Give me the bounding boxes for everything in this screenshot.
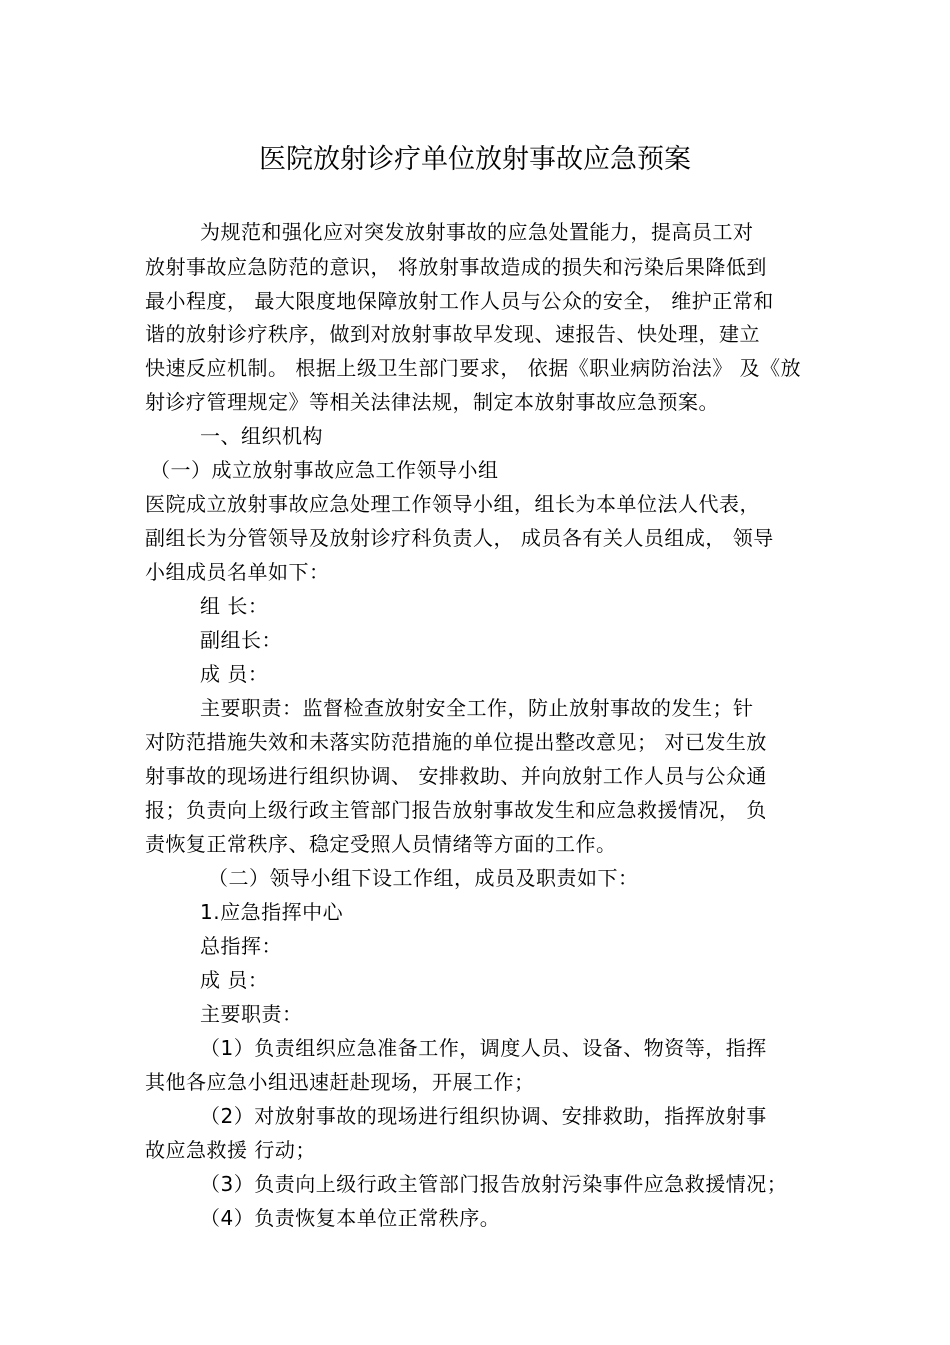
paragraph-line: 最小程度， 最大限度地保障放射工作人员与公众的安全， 维护正常和	[145, 289, 774, 313]
paragraph-line: 责恢复正常秩序、稳定受照人员情绪等方面的工作。	[145, 832, 617, 856]
paragraph-line: 副组长为分管领导及放射诊疗科负责人， 成员各有关人员组成， 领导	[145, 526, 774, 550]
paragraph-line: 对防范措施失效和未落实防范措施的单位提出整改意见； 对已发生放	[145, 730, 767, 754]
duty-item-line: 故应急救援 行动；	[145, 1138, 316, 1162]
paragraph-line: 主要职责：监督检查放射安全工作，防止放射事故的发生；针	[200, 696, 754, 720]
duty-item-line: （4）负责恢复本单位正常秩序。	[200, 1206, 501, 1230]
deputy-leader-line: 副组长：	[200, 628, 282, 652]
duties-heading: 主要职责：	[200, 1002, 303, 1026]
duty-item-line: （1）负责组织应急准备工作，调度人员、设备、物资等，指挥	[200, 1036, 767, 1060]
duty-item-line: （3）负责向上级行政主管部门报告放射污染事件应急救援情况；	[200, 1172, 788, 1196]
duty-item-line: 其他各应急小组迅速赶赴现场，开展工作；	[145, 1070, 535, 1094]
paragraph-line: 医院成立放射事故应急处理工作领导小组，组长为本单位法人代表，	[145, 492, 760, 516]
paragraph-line: 放射事故应急防范的意识， 将放射事故造成的损失和污染后果降低到	[145, 255, 767, 279]
group-leader-line: 组 长：	[200, 594, 269, 618]
paragraph-line: 小组成员名单如下：	[145, 560, 330, 584]
subsection-heading: （一）成立放射事故应急工作领导小组	[150, 458, 499, 482]
paragraph-line: 为规范和强化应对突发放射事故的应急处置能力，提高员工对	[200, 220, 754, 244]
subsection-heading: （二）领导小组下设工作组，成员及职责如下：	[208, 866, 639, 890]
paragraph-line: 报；负责向上级行政主管部门报告放射事故发生和应急救援情况， 负	[145, 798, 767, 822]
paragraph-line: 射诊疗管理规定》等相关法律法规，制定本放射事故应急预案。	[145, 390, 719, 414]
item-heading: 1.应急指挥中心	[200, 900, 344, 924]
paragraph-line: 谐的放射诊疗秩序，做到对放射事故早发现、速报告、快处理，建立	[145, 322, 760, 346]
section-heading: 一、组织机构	[200, 424, 323, 448]
paragraph-line: 快速反应机制。 根据上级卫生部门要求， 依据《职业病防治法》 及《放	[145, 356, 802, 380]
duty-item-line: （2）对放射事故的现场进行组织协调、安排救助，指挥放射事	[200, 1104, 767, 1128]
members-line: 成 员：	[200, 662, 269, 686]
document-title: 医院放射诊疗单位放射事故应急预案	[259, 144, 691, 175]
commander-line: 总指挥：	[200, 934, 282, 958]
paragraph-line: 射事故的现场进行组织协调、 安排救助、并向放射工作人员与公众通	[145, 764, 767, 788]
members-line: 成 员：	[200, 968, 269, 992]
